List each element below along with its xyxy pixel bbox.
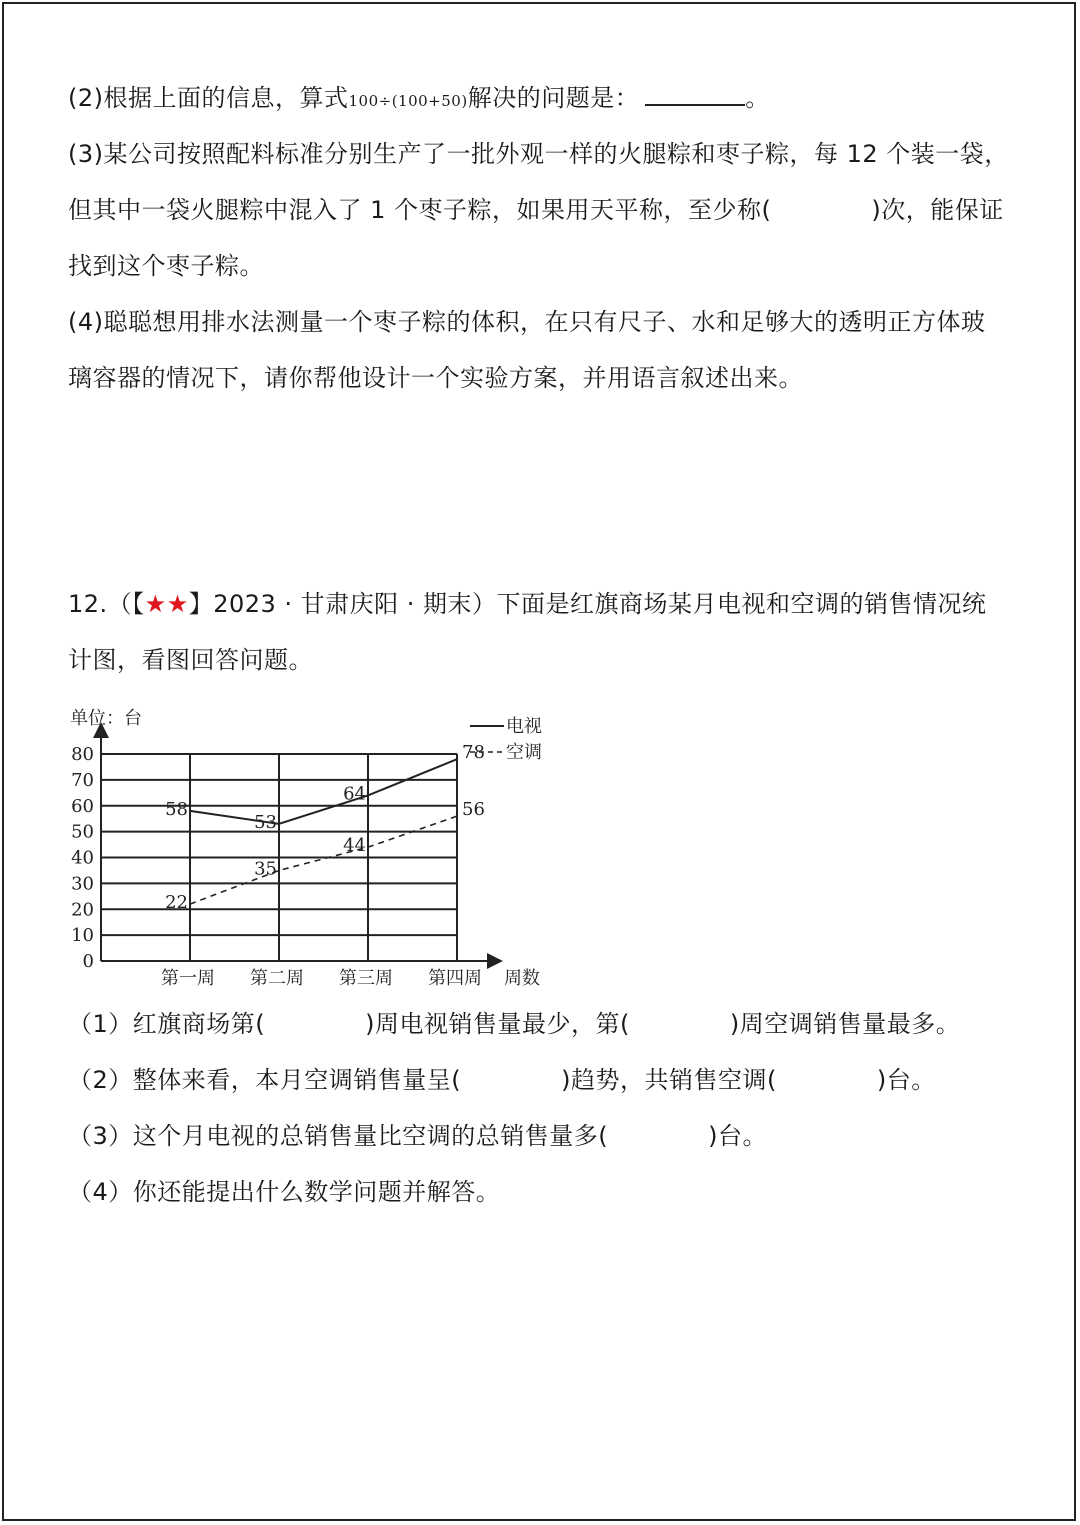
sub3-text-b: )台。 — [708, 1122, 768, 1150]
data-label: 56 — [462, 799, 485, 821]
y-tick-label: 40 — [71, 847, 94, 869]
y-tick-label: 50 — [71, 821, 94, 843]
question-2 — [68, 82, 770, 117]
data-label: 35 — [254, 858, 277, 880]
y-tick-label: 0 — [82, 951, 94, 972]
y-tick-label: 60 — [71, 795, 94, 817]
sub-question-1 — [68, 1008, 960, 1040]
sub1-text-a: （1）红旗商场第( — [68, 1010, 266, 1038]
x-axis-label: 周数 — [504, 968, 540, 989]
q12-number: 12.（【 — [68, 590, 145, 618]
x-tick-label: 第一周 — [161, 968, 215, 989]
question-3-line1: (3)某公司按照配料标准分别生产了一批外观一样的火腿粽和枣子粽，每 12 个装一袋， — [68, 140, 1009, 168]
sub2-text-a: （2）整体来看，本月空调销售量呈( — [68, 1066, 462, 1094]
question-4-line1: (4)聪聪想用排水法测量一个枣子粽的体积，在只有尺子、水和足够大的透明正方体玻 — [68, 308, 986, 336]
question-4-line2: 璃容器的情况下，请你帮他设计一个实验方案，并用语言叙述出来。 — [68, 364, 803, 392]
q3-text-a: 但其中一袋火腿粽中混入了 1 个枣子粽，如果用天平称，至少称( — [68, 196, 772, 224]
y-tick-label: 20 — [71, 899, 94, 921]
q2-suffix: 解决的问题是： — [467, 84, 640, 112]
y-tick-label: 70 — [71, 769, 94, 791]
sales-line-chart — [60, 700, 580, 1000]
sub3-text-a: （3）这个月电视的总销售量比空调的总销售量多( — [68, 1122, 609, 1150]
legend-tv-label: 电视 — [506, 716, 542, 737]
series-line-ac — [190, 816, 457, 904]
y-tick-label: 80 — [71, 744, 94, 765]
data-label: 58 — [165, 798, 188, 820]
data-label: 78 — [462, 742, 485, 764]
q2-text: (2)根据上面的信息，算式 — [68, 84, 349, 112]
x-tick-labels — [161, 968, 482, 989]
sub1-text-b: )周电视销售量最少，第( — [365, 1010, 630, 1038]
y-tick-label: 10 — [71, 925, 94, 947]
question-12-line2: 计图，看图回答问题。 — [68, 646, 313, 674]
sub-question-3 — [68, 1120, 767, 1152]
difficulty-stars-icon: ★★ — [144, 590, 189, 618]
x-tick-label: 第三周 — [339, 968, 393, 989]
data-label: 44 — [343, 835, 366, 857]
series-line-tv — [190, 759, 457, 824]
q3-text-b: )次，能保证 — [871, 196, 1004, 224]
q2-end: 。 — [745, 84, 770, 112]
chart-grid — [101, 730, 495, 961]
data-label: 64 — [343, 783, 366, 805]
sub1-text-c: )周空调销售量最多。 — [729, 1010, 961, 1038]
q2-formula: 100÷(100+50) — [348, 92, 468, 110]
sub2-text-b: )趋势，共销售空调( — [561, 1066, 777, 1094]
question-3-line2 — [68, 194, 1004, 226]
chart-unit-label: 单位：台 — [70, 708, 142, 729]
q12-text: 】2023 · 甘肃庆阳 · 期末）下面是红旗商场某月电视和空调的销售情况统 — [188, 590, 987, 618]
x-tick-label: 第二周 — [250, 968, 304, 989]
y-tick-label: 30 — [71, 873, 94, 895]
sub2-text-c: )台。 — [876, 1066, 936, 1094]
data-label: 22 — [165, 892, 188, 914]
question-12-line1 — [68, 588, 987, 620]
x-tick-label: 第四周 — [428, 968, 482, 989]
sub-question-2 — [68, 1064, 936, 1096]
y-tick-labels — [71, 744, 94, 972]
sub-question-4: （4）你还能提出什么数学问题并解答。 — [68, 1178, 501, 1206]
answer-blank[interactable] — [645, 82, 745, 106]
data-label: 53 — [254, 811, 277, 833]
question-3-line3: 找到这个枣子粽。 — [68, 252, 264, 280]
legend-ac-label: 空调 — [506, 742, 542, 763]
